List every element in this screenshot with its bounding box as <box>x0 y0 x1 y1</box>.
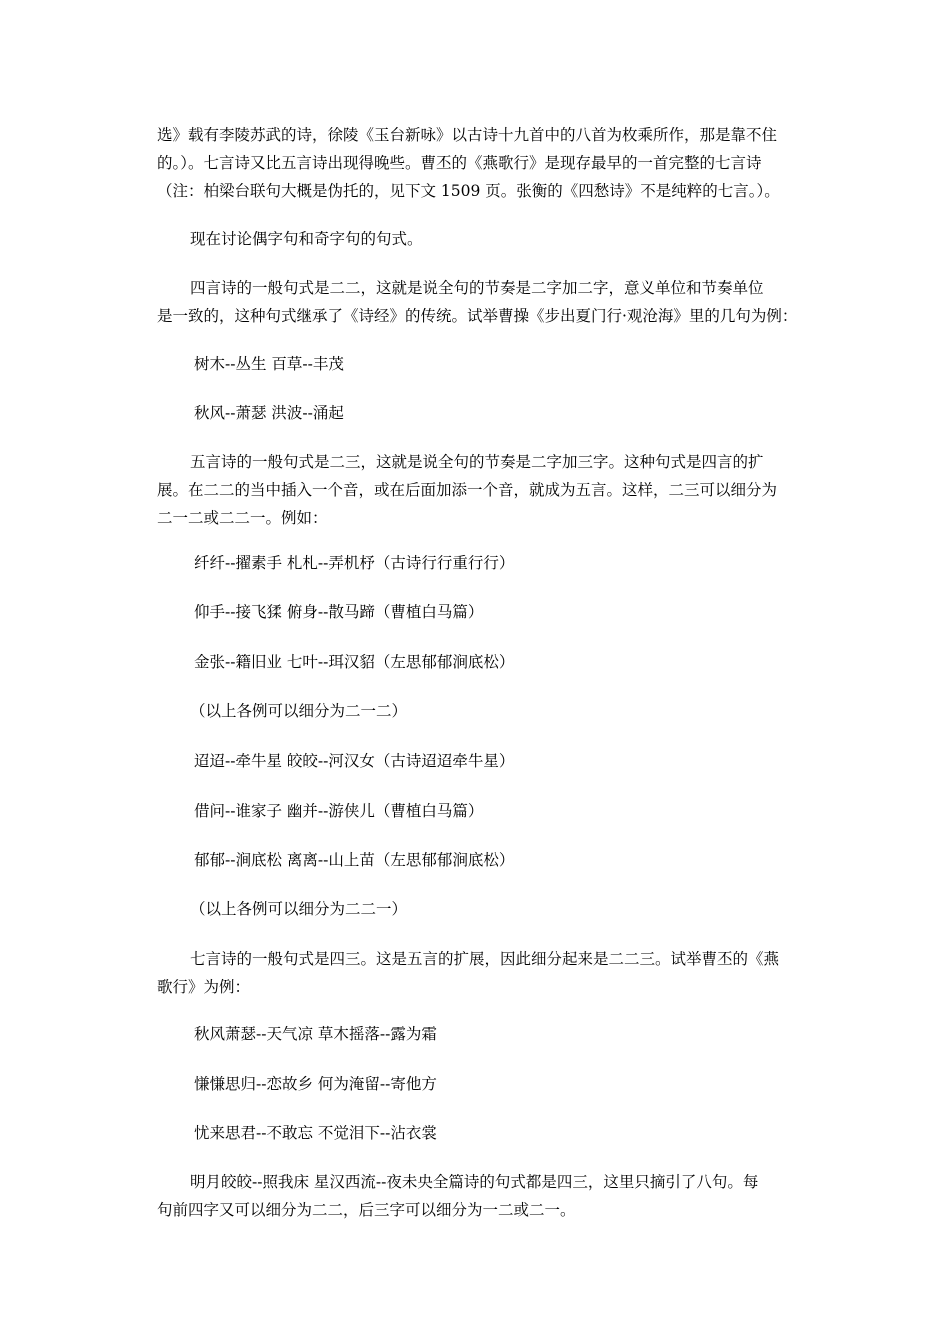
poem-example-line: 金张--籍旧业 七叶--珥汉貂（左思郁郁涧底松） <box>194 653 515 671</box>
paragraph-line: 歌行》为例： <box>157 978 251 996</box>
paragraph-line: 的。）。七言诗又比五言诗出现得晚些。曹丕的《燕歌行》是现存最早的一首完整的七言诗 <box>157 154 762 172</box>
poem-example-line: 树木--丛生 百草--丰茂 <box>194 355 344 373</box>
paragraph-line: 四言诗的一般句式是二二，这就是说全句的节奏是二字加二字，意义单位和节奏单位 <box>190 279 764 297</box>
paragraph-line: 现在讨论偶字句和奇字句的句式。 <box>190 230 423 248</box>
poem-example-line: 秋风萧瑟--天气凉 草木摇落--露为霜 <box>194 1025 437 1043</box>
poem-example-line: 慊慊思归--恋故乡 何为淹留--寄他方 <box>194 1075 437 1093</box>
example-note-line: （以上各例可以细分为二一二） <box>190 702 408 720</box>
paragraph-line: 展。在二二的当中插入一个音，或在后面加添一个音，就成为五言。这样，二三可以细分为 <box>157 481 778 499</box>
poem-example-line: 迢迢--牵牛星 皎皎--河汉女（古诗迢迢牵牛星） <box>194 752 515 770</box>
paragraph-line: 五言诗的一般句式是二三，这就是说全句的节奏是二字加三字。这种句式是四言的扩 <box>190 453 764 471</box>
paragraph-line: 明月皎皎--照我床 星汉西流--夜未央全篇诗的句式都是四三，这里只摘引了八句。每 <box>190 1173 759 1191</box>
poem-example-line: 忧来思君--不敢忘 不觉泪下--沾衣裳 <box>194 1124 437 1142</box>
paragraph-line: 二一二或二二一。例如： <box>157 509 328 527</box>
poem-example-line: 纤纤--擢素手 札札--弄机杼（古诗行行重行行） <box>194 554 515 572</box>
paragraph-line: （注：柏梁台联句大概是伪托的，见下文 1509 页。张衡的《四愁诗》不是纯粹的七言。）。 <box>157 182 780 200</box>
poem-example-line: 郁郁--涧底松 离离--山上苗（左思郁郁涧底松） <box>194 851 515 869</box>
paragraph-line: 是一致的，这种句式继承了《诗经》的传统。试举曹操《步出夏门行·观沧海》里的几句为例： <box>157 307 798 325</box>
poem-example-line: 仰手--接飞猱 俯身--散马蹄（曹植白马篇） <box>194 603 484 621</box>
paragraph-line: 七言诗的一般句式是四三。这是五言的扩展，因此细分起来是二二三。试举曹丕的《燕 <box>190 950 780 968</box>
poem-example-line: 借问--谁家子 幽并--游侠儿（曹植白马篇） <box>194 802 484 820</box>
example-note-line: （以上各例可以细分为二二一） <box>190 900 408 918</box>
paragraph-line: 选》载有李陵苏武的诗，徐陵《玉台新咏》以古诗十九首中的八首为枚乘所作，那是靠不住 <box>157 126 778 144</box>
paragraph-line: 句前四字又可以细分为二二，后三字可以细分为一二或二一。 <box>157 1201 576 1219</box>
poem-example-line: 秋风--萧瑟 洪波--涌起 <box>194 404 344 422</box>
